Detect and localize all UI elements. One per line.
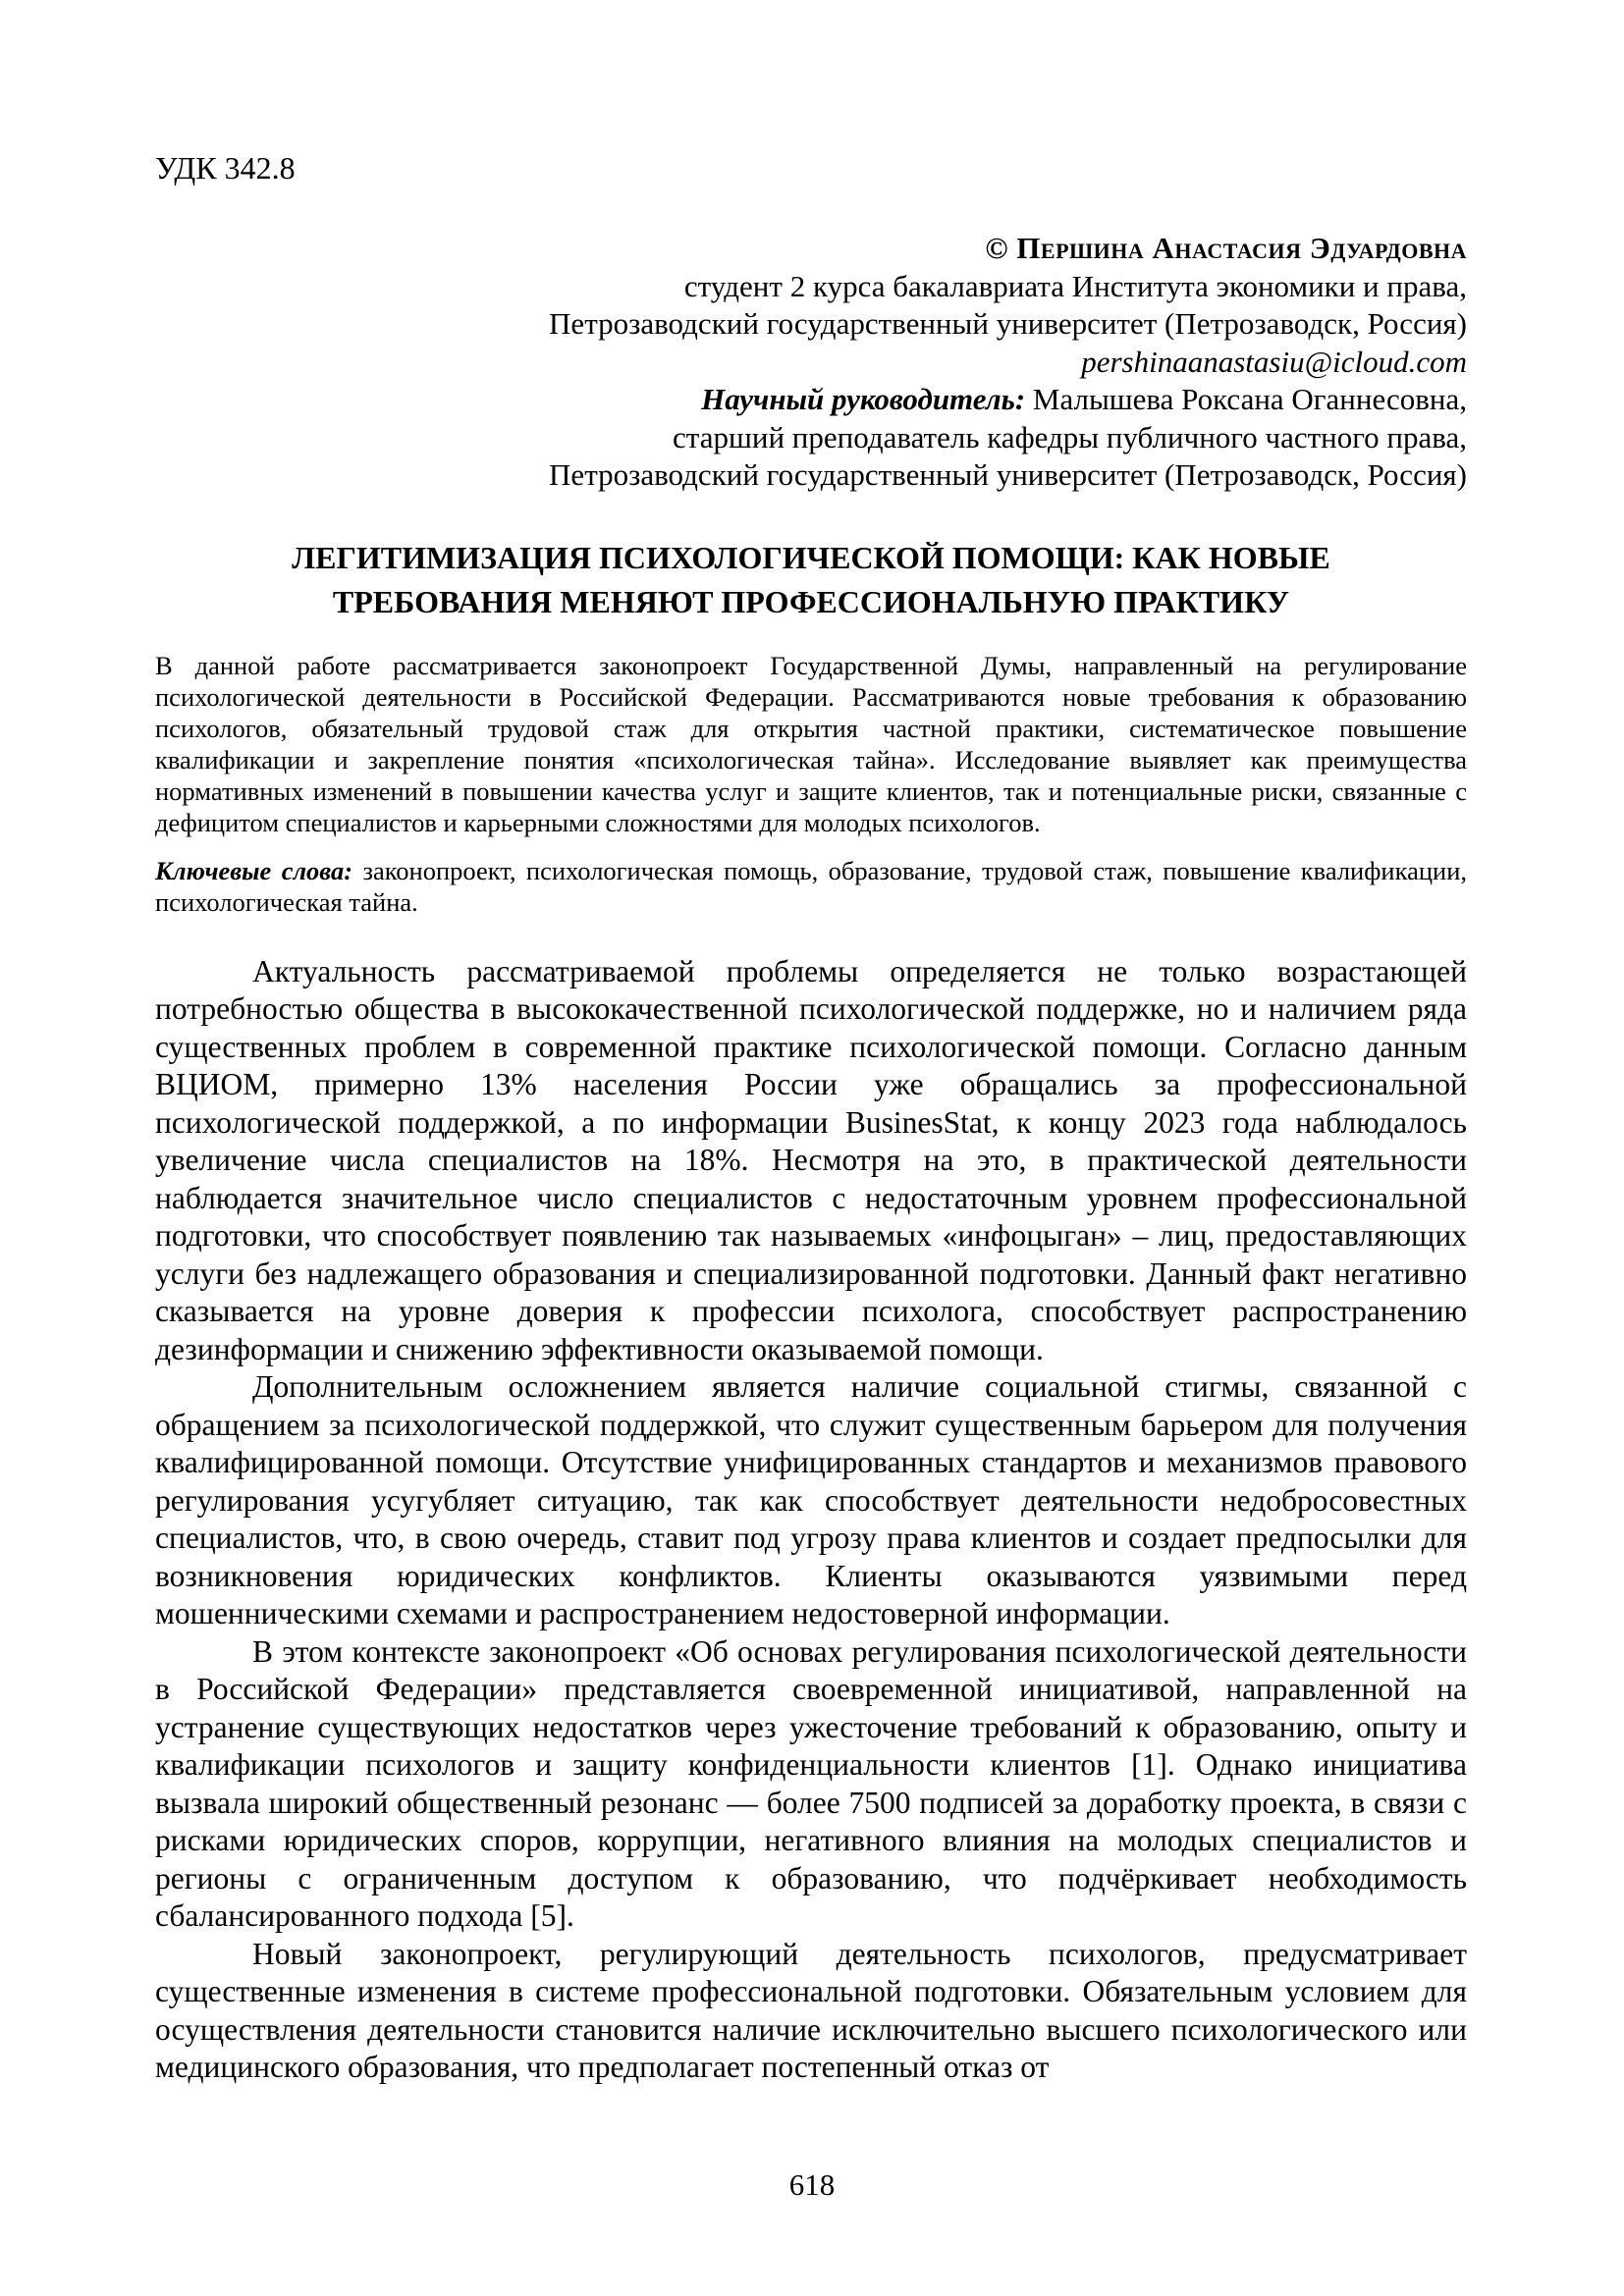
body-paragraph-3: В этом контексте законопроект «Об основах регулирования психологической деятельности в Российской Федерации» представляется своевременной инициативой, направленной на устранение существующих недостатков через ужесточение требований к образованию, опыту и квалификации психологов и защиту конфиденциальности клиентов [1]. Однако инициатива вызвала широкий общественный резонанс — более 7500 подписей за доработку проекта, в связи с рисками юридических споров, коррупции, негативного влияния на молодых специалистов и регионы с ограниченным доступом к образованию, что подчёркивает необходимость сбалансированного подхода [5]. <box>155 1633 1467 1933</box>
author-name: © Першина Анастасия Эдуардовна <box>985 231 1467 265</box>
keywords-text: законопроект, психологическая помощь, образование, трудовой стаж, повышение квалификации, психологическая тайна. <box>155 855 1467 917</box>
author-name-line <box>155 230 1467 268</box>
author-role: студент 2 курса бакалавриата Института экономики и права, <box>683 268 1467 303</box>
advisor-name: Малышева Роксана Оганнесовна, <box>1025 382 1467 416</box>
advisor-role: старший преподаватель кафедры публичного частного права, <box>673 419 1467 454</box>
body-paragraph-4: Новый законопроект, регулирующий деятельность психологов, предусматривает существенные изменения в системе профессиональной подготовки. Обязательным условием для осуществления деятельности становится наличие исключительно высшего психологического или медицинского образования, что предполагает постепенный отказ от <box>155 1936 1467 2084</box>
advisor-label: Научный руководитель: <box>701 382 1026 416</box>
udk-code: УДК 342.8 <box>155 150 296 186</box>
keywords-line <box>155 855 1467 918</box>
advisor-line <box>155 381 1467 419</box>
abstract-text: В данной работе рассматривается законопроект Государственной Думы, направленный на регулирование психологической деятельности в Российской Федерации. Рассматриваются новые требования к образованию психологов, обязательный трудовой стаж для открытия частной практики, систематическое повышение квалификации и закрепление понятия «психологическая тайна». Исследование выявляет как преимущества нормативных изменений в повышении качества услуг и защите клиентов, так и потенциальные риски, связанные с дефицитом специалистов и карьерными сложностями для молодых психологов. <box>155 650 1467 837</box>
author-affiliation: Петрозаводский государственный университет (Петрозаводск, Россия) <box>549 306 1467 341</box>
body-paragraph-1: Актуальность рассматриваемой проблемы определяется не только возрастающей потребностью общества в высококачественной психологической поддержке, но и наличием ряда существенных проблем в современной практике психологической помощи. Согласно данным ВЦИОМ, примерно 13% населения России уже обращались за профессиональной психологической поддержкой, а по информации BusinesStat, к концу 2023 года наблюдалось увеличение числа специалистов на 18%. Несмотря на это, в практической деятельности наблюдается значительное число специалистов с недостаточным уровнем профессиональной подготовки, что способствует появлению так называемых «инфоцыган» – лиц, предоставляющих услуги без надлежащего образования и специализированной подготовки. Данный факт негативно сказывается на уровне доверия к профессии психолога, способствует распространению дезинформации и снижению эффективности оказываемой помощи. <box>155 953 1467 1366</box>
article-body <box>155 953 1467 2087</box>
keywords-label: Ключевые слова: <box>155 855 353 885</box>
page-number: 618 <box>788 2167 836 2202</box>
author-email: pershinaanastasiu@icloud.com <box>1081 344 1467 379</box>
author-block <box>155 230 1467 495</box>
advisor-affiliation: Петрозаводский государственный университет (Петрозаводск, Россия) <box>549 457 1467 492</box>
article-title: ЛЕГИТИМИЗАЦИЯ ПСИХОЛОГИЧЕСКОЙ ПОМОЩИ: КАК НОВЫЕ ТРЕБОВАНИЯ МЕНЯЮТ ПРОФЕССИОНАЛЬНУЮ ПРАКТИКУ <box>292 539 1330 619</box>
body-paragraph-2: Дополнительным осложнением является наличие социальной стигмы, связанной с обращением за психологической поддержкой, что служит существенным барьером для получения квалифицированной помощи. Отсутствие унифицированных стандартов и механизмов правового регулирования усугубляет ситуацию, так как способствует деятельности недобросовестных специалистов, что, в свою очередь, ставит под угрозу права клиентов и создает предпосылки для возникновения юридических конфликтов. Клиенты оказываются уязвимыми перед мошенническими схемами и распространением недостоверной информации. <box>155 1369 1467 1630</box>
